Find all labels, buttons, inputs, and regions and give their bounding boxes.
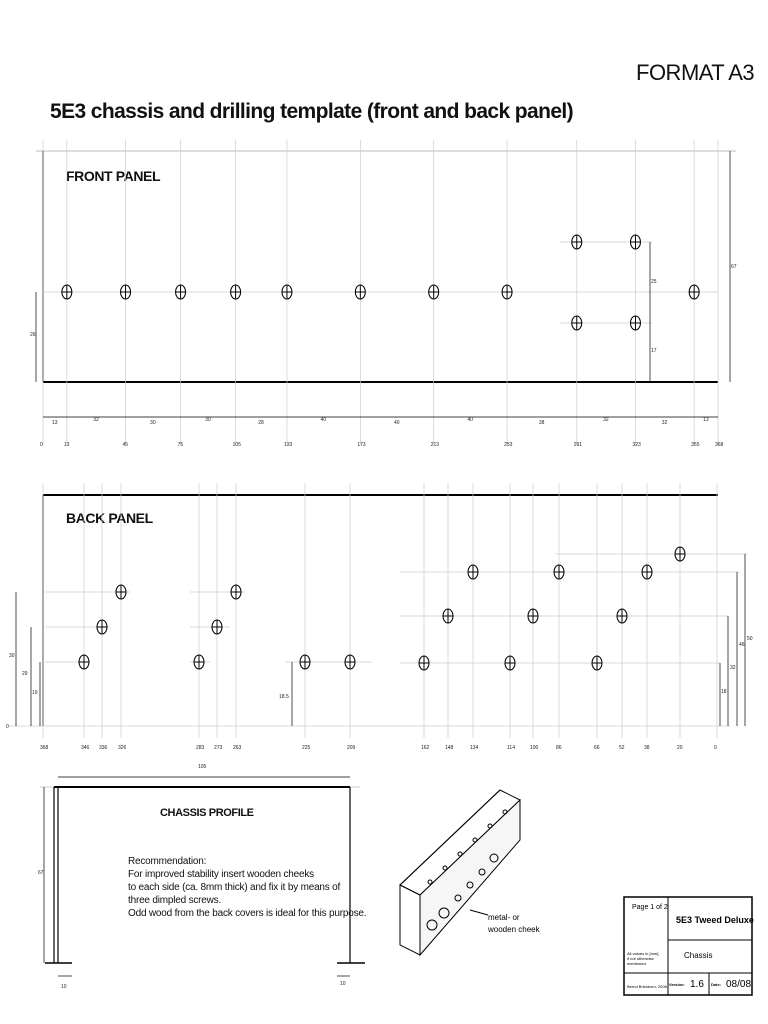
front-position-8: 253: [504, 442, 513, 448]
back-position-4: 283: [196, 745, 205, 751]
back-panel-label: BACK PANEL: [66, 510, 153, 526]
flange-right-dim: 10: [340, 981, 346, 987]
back-hole-8: [419, 656, 429, 670]
back-hole-14: [592, 656, 602, 670]
back-hole-10: [468, 565, 478, 579]
recommendation-line-3: to each side (ca. 8mm thick) and fix it by means of: [128, 882, 341, 893]
front-spacing-10: 32: [661, 420, 668, 426]
front-hole-0: [62, 285, 72, 299]
front-hole-3: [231, 285, 241, 299]
front-panel-drawing: [36, 140, 736, 445]
version-label: Version:: [669, 982, 685, 987]
chassis-width-dim: 105: [198, 764, 207, 770]
back-position-6: 263: [233, 745, 242, 751]
front-lower-offset-dim: 17: [651, 348, 657, 354]
front-hole-4: [282, 285, 292, 299]
back-position-3: 326: [118, 745, 127, 751]
recommendation-line-2: For improved stability insert wooden cheeks: [128, 869, 314, 880]
date-value: 08/08: [726, 979, 752, 990]
front-position-4: 105: [232, 442, 241, 448]
back-hole-1: [97, 620, 107, 634]
back-position-0: 368: [40, 745, 49, 751]
back-position-10: 148: [445, 745, 454, 751]
front-hole-offset-dim: 25: [651, 279, 657, 285]
front-position-6: 173: [357, 442, 366, 448]
front-hole-lower-0: [572, 316, 582, 330]
back-hole-15: [617, 609, 627, 623]
back-hole-16: [642, 565, 652, 579]
page-title: 5E3 chassis and drilling template (front and back panel): [50, 100, 574, 123]
front-hole-7: [502, 285, 512, 299]
back-panel-drawing: [8, 483, 748, 738]
author: Bernd Brieskorn, 2006: [627, 984, 667, 989]
front-spacing-9: 32: [603, 417, 609, 423]
back-position-18: 20: [677, 745, 683, 751]
front-spacing-2: 30: [150, 420, 156, 426]
back-position-19: 0: [714, 745, 717, 751]
front-height-dim: 67: [731, 264, 737, 270]
back-dim-18-5: 18.5: [279, 694, 289, 700]
front-position-0: 0: [40, 442, 43, 448]
front-spacing-8: 38: [538, 420, 545, 426]
chassis-profile-label: CHASSIS PROFILE: [160, 807, 254, 819]
back-position-14: 86: [556, 745, 562, 751]
front-spacing-3: 30: [205, 417, 211, 423]
back-position-16: 52: [619, 745, 625, 751]
back-position-8: 209: [347, 745, 356, 751]
back-dim-19: 19: [32, 690, 38, 696]
page-number: Page 1 of 2: [632, 904, 668, 911]
chassis-height-dim: 67: [38, 870, 44, 876]
back-hole-9: [443, 609, 453, 623]
back-position-12: 114: [507, 745, 515, 751]
front-hole-1: [121, 285, 131, 299]
front-hole-8: [689, 285, 699, 299]
front-hole-upper-1: [630, 235, 640, 249]
back-hole-3: [194, 655, 204, 669]
front-spacing-1: 32: [93, 417, 99, 423]
units-note-3: mentioned.: [627, 961, 647, 966]
back-hole-4: [212, 620, 222, 634]
units-note-2: if not otherwise: [627, 956, 654, 961]
front-position-2: 45: [122, 442, 129, 448]
back-hole-5: [231, 585, 241, 599]
back-dim-50: 50: [747, 636, 753, 642]
back-dim-46: 46: [739, 642, 745, 648]
recommendation-line-4: three dimpled screws.: [128, 895, 222, 906]
flange-left-dim: 10: [61, 984, 67, 990]
front-spacing-0: 13: [51, 420, 58, 426]
front-spacing-6: 40: [394, 420, 400, 426]
front-spacing-7: 40: [467, 417, 473, 423]
back-hole-7: [345, 655, 355, 669]
front-position-3: 75: [177, 442, 184, 448]
front-position-7: 213: [430, 442, 440, 448]
front-hole-2: [176, 285, 186, 299]
back-position-11: 134: [470, 745, 479, 751]
date-label: Date:: [711, 982, 722, 987]
sketch-label-1: metal- or: [488, 913, 520, 922]
back-hole-17: [675, 547, 685, 561]
back-hole-6: [300, 655, 310, 669]
back-position-7: 225: [302, 745, 311, 751]
back-hole-0: [79, 655, 89, 669]
back-position-5: 273: [214, 745, 223, 751]
front-spacing-11: 13: [703, 417, 709, 423]
recommendation-line-5: Odd wood from the back covers is ideal for this purpose.: [128, 908, 367, 919]
back-dim-0: 0: [6, 724, 9, 730]
back-dim-18: 18: [721, 689, 727, 695]
back-dim-32: 32: [730, 665, 736, 671]
front-position-1: 13: [63, 442, 70, 448]
front-position-12: 368: [715, 442, 724, 448]
project-name: 5E3 Tweed Deluxe: [676, 915, 754, 925]
front-hole-6: [429, 285, 439, 299]
back-position-15: 66: [594, 745, 600, 751]
sketch-label-2: wooden cheek: [488, 925, 540, 934]
version-value: 1.6: [690, 979, 704, 990]
units-note-1: All values in [mm],: [627, 951, 660, 956]
front-position-10: 323: [632, 442, 641, 448]
back-position-9: 162: [421, 745, 430, 751]
front-spacing-5: 40: [320, 417, 327, 423]
back-position-1: 346: [81, 745, 90, 751]
recommendation-line-1: Recommendation:: [128, 856, 207, 867]
front-left-height-dim: 26: [30, 332, 36, 338]
back-dim-29: 29: [22, 671, 28, 677]
front-position-11: 355: [691, 442, 700, 448]
back-position-17: 38: [644, 745, 650, 751]
back-hole-12: [528, 609, 538, 623]
front-hole-lower-1: [630, 316, 640, 330]
front-panel-label: FRONT PANEL: [66, 168, 161, 184]
back-hole-2: [116, 585, 126, 599]
front-hole-upper-0: [572, 235, 582, 249]
back-dim-30: 30: [9, 653, 15, 659]
back-hole-11: [505, 656, 515, 670]
front-spacing-4: 28: [258, 420, 264, 426]
recommendation-text: [128, 855, 366, 920]
front-position-9: 291: [573, 442, 583, 448]
front-hole-5: [355, 285, 365, 299]
back-hole-13: [554, 565, 564, 579]
format-label: FORMAT A3: [636, 60, 755, 85]
back-position-2: 336: [99, 745, 108, 751]
part-name: Chassis: [684, 951, 713, 960]
front-position-5: 133: [283, 442, 293, 448]
back-position-13: 100: [530, 745, 539, 751]
